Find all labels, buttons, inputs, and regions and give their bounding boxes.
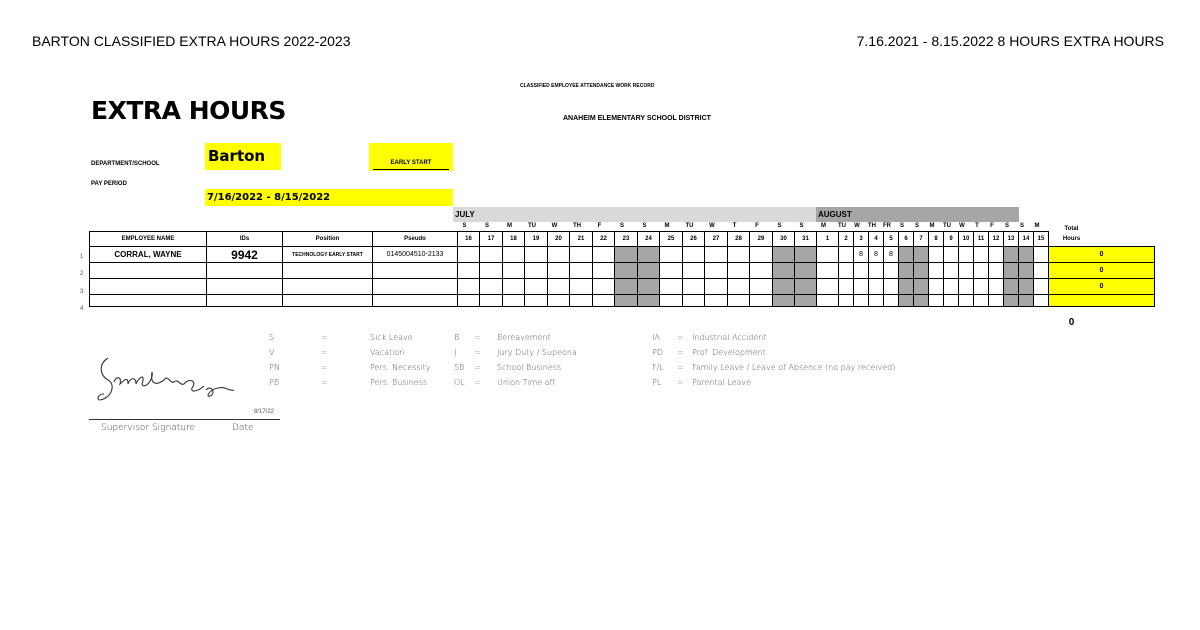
legend-text: Pers. Business: [370, 378, 428, 387]
hours-cell[interactable]: [869, 279, 884, 295]
weekday-letter: S: [899, 223, 904, 229]
weekday-letter: F: [597, 223, 602, 229]
hours-cell[interactable]: [750, 263, 773, 279]
hours-cell[interactable]: [899, 295, 914, 307]
date-header: 6: [899, 232, 914, 247]
hours-cell[interactable]: [660, 279, 683, 295]
weekday-letter: S: [642, 223, 647, 229]
hours-cell[interactable]: [929, 279, 944, 295]
hours-cell[interactable]: [548, 263, 570, 279]
position-header: Position: [283, 232, 373, 247]
row-number: 4: [80, 306, 84, 312]
date-header: 21: [570, 232, 593, 247]
hours-cell[interactable]: [773, 263, 795, 279]
document-date-range: 7.16.2021 - 8.15.2022 8 HOURS EXTRA HOURS: [856, 33, 1164, 49]
hours-cell[interactable]: [869, 295, 884, 307]
legend-equals: =: [474, 333, 481, 342]
employee-name-header: EMPLOYEE NAME: [90, 232, 207, 247]
weekday-letter: T: [975, 223, 979, 229]
hours-cell[interactable]: [750, 279, 773, 295]
legend-code: SB: [454, 363, 465, 372]
hours-cell[interactable]: [750, 295, 773, 307]
hours-cell[interactable]: [593, 279, 615, 295]
hours-cell[interactable]: [817, 263, 839, 279]
hours-cell[interactable]: [750, 247, 773, 263]
hours-cell[interactable]: [1019, 279, 1034, 295]
hours-cell[interactable]: [839, 263, 854, 279]
hours-cell[interactable]: [839, 279, 854, 295]
date-header: 13: [1004, 232, 1019, 247]
hours-cell[interactable]: [480, 279, 503, 295]
hours-cell[interactable]: [944, 279, 959, 295]
attendance-grid: [89, 231, 1155, 307]
signature-line: [89, 419, 280, 420]
form-title: EXTRA HOURS: [91, 96, 286, 125]
hours-cell[interactable]: [1034, 247, 1049, 263]
grand-total: 0: [1068, 317, 1075, 328]
hours-cell[interactable]: [525, 247, 548, 263]
hours-cell[interactable]: [615, 295, 638, 307]
hours-cell[interactable]: [1019, 295, 1034, 307]
hours-cell[interactable]: [959, 279, 974, 295]
position-cell[interactable]: [283, 295, 373, 307]
employee-name-cell[interactable]: [90, 263, 207, 279]
hours-cell[interactable]: [638, 247, 660, 263]
date-header: 30: [773, 232, 795, 247]
legend-text: Union Time off: [497, 378, 556, 387]
hours-cell[interactable]: [615, 247, 638, 263]
supervisor-signature: [94, 350, 244, 408]
date-header: 23: [615, 232, 638, 247]
legend-text: Jury Duty / Supeona: [497, 348, 577, 357]
date-header: 5: [884, 232, 899, 247]
weekday-letter: M: [821, 223, 826, 229]
hours-cell[interactable]: [974, 295, 989, 307]
total-hours-header: Total Hours: [1062, 226, 1081, 242]
hours-cell[interactable]: [839, 247, 854, 263]
supervisor-signature-label: Supervisor Signature: [101, 423, 196, 433]
hours-cell[interactable]: [959, 295, 974, 307]
employee-name-cell[interactable]: [90, 295, 207, 307]
hours-cell[interactable]: [683, 295, 705, 307]
document-title: BARTON CLASSIFIED EXTRA HOURS 2022-2023: [32, 33, 351, 49]
hours-cell[interactable]: [683, 247, 705, 263]
hours-cell[interactable]: [503, 279, 525, 295]
hours-cell[interactable]: [1004, 263, 1019, 279]
weekday-letter: S: [1019, 223, 1024, 229]
hours-cell[interactable]: [593, 263, 615, 279]
hours-cell[interactable]: [959, 263, 974, 279]
hours-cell[interactable]: 8: [854, 247, 869, 263]
legend-equals: =: [321, 378, 328, 387]
hours-cell[interactable]: [884, 295, 899, 307]
hours-cell[interactable]: [817, 247, 839, 263]
legend-equals: =: [474, 363, 481, 372]
hours-cell[interactable]: [914, 295, 929, 307]
legend-code: V: [269, 348, 275, 357]
hours-cell[interactable]: [593, 247, 615, 263]
weekday-letter: TU: [528, 223, 536, 229]
hours-cell[interactable]: [705, 263, 728, 279]
hours-cell[interactable]: [525, 263, 548, 279]
hours-cell[interactable]: [795, 263, 817, 279]
date-header: 1: [817, 232, 839, 247]
hours-cell[interactable]: [929, 247, 944, 263]
weekday-letter: S: [777, 223, 782, 229]
hours-cell[interactable]: [854, 295, 869, 307]
position-cell[interactable]: [283, 279, 373, 295]
hours-cell[interactable]: [959, 247, 974, 263]
hours-cell[interactable]: [1004, 295, 1019, 307]
date-header: 19: [525, 232, 548, 247]
date-header: 24: [638, 232, 660, 247]
position-cell[interactable]: TECHNOLOGY EARLY START: [283, 247, 373, 263]
row-total-cell: 0: [1049, 279, 1155, 295]
weekday-letter: M: [507, 223, 512, 229]
hours-cell[interactable]: [548, 279, 570, 295]
hours-cell[interactable]: [773, 295, 795, 307]
hours-cell[interactable]: [929, 263, 944, 279]
hours-cell[interactable]: [458, 279, 480, 295]
legend-text: Parental Leave: [692, 378, 752, 387]
hours-cell[interactable]: [884, 263, 899, 279]
employee-name-cell[interactable]: CORRAL, WAYNE: [90, 247, 207, 263]
weekday-letter: S: [914, 223, 919, 229]
hours-cell[interactable]: [480, 295, 503, 307]
pseudo-cell[interactable]: [373, 295, 458, 307]
hours-cell[interactable]: [570, 263, 593, 279]
legend-equals: =: [321, 333, 328, 342]
hours-cell[interactable]: [974, 247, 989, 263]
hours-cell[interactable]: [503, 295, 525, 307]
total-header-cell: [1049, 232, 1155, 247]
hours-cell[interactable]: [525, 279, 548, 295]
date-header: 31: [795, 232, 817, 247]
hours-cell[interactable]: [884, 279, 899, 295]
date-header: 22: [593, 232, 615, 247]
row-total-cell: [1049, 295, 1155, 307]
date-header: 26: [683, 232, 705, 247]
hours-cell[interactable]: [795, 247, 817, 263]
weekday-letter: S: [619, 223, 624, 229]
hours-cell[interactable]: [899, 279, 914, 295]
weekday-letter: S: [799, 223, 804, 229]
weekday-letter: S: [484, 223, 489, 229]
legend-text: School Business: [497, 363, 562, 372]
hours-cell[interactable]: [914, 279, 929, 295]
legend-equals: =: [321, 348, 328, 357]
early-start-box: [369, 143, 453, 171]
hours-cell[interactable]: [480, 263, 503, 279]
legend-code: OL: [454, 378, 465, 387]
hours-cell[interactable]: [795, 295, 817, 307]
hours-cell[interactable]: [944, 247, 959, 263]
legend-equals: =: [677, 363, 684, 372]
weekday-letter: W: [959, 223, 965, 229]
legend-text: Vacation: [370, 348, 405, 357]
hours-cell[interactable]: [638, 263, 660, 279]
weekday-letter: TH: [573, 223, 581, 229]
date-header: 11: [974, 232, 989, 247]
hours-cell[interactable]: [683, 279, 705, 295]
weekday-letter: T: [732, 223, 737, 229]
pseudo-cell[interactable]: [373, 263, 458, 279]
row-number: 1: [80, 254, 84, 260]
hours-cell[interactable]: [839, 295, 854, 307]
weekday-letter: FR: [883, 223, 891, 229]
pseudo-cell[interactable]: [373, 279, 458, 295]
legend-equals: =: [474, 378, 481, 387]
legend-code: F/L: [652, 363, 664, 372]
hours-cell[interactable]: [728, 247, 750, 263]
date-header: 18: [503, 232, 525, 247]
hours-cell[interactable]: [989, 263, 1004, 279]
hours-cell[interactable]: [660, 263, 683, 279]
legend-code: S: [269, 333, 275, 342]
hours-cell[interactable]: [773, 247, 795, 263]
hours-cell[interactable]: [795, 279, 817, 295]
hours-cell[interactable]: [869, 263, 884, 279]
month-july: JULY: [453, 207, 816, 222]
hours-cell[interactable]: [728, 263, 750, 279]
hours-cell[interactable]: [1004, 279, 1019, 295]
record-title: CLASSIFIED EMPLOYEE ATTENDANCE WORK RECORD: [520, 83, 655, 89]
hours-cell[interactable]: [974, 279, 989, 295]
weekday-letter: TU: [685, 223, 694, 229]
hours-cell[interactable]: [817, 295, 839, 307]
hours-cell[interactable]: [503, 247, 525, 263]
legend-text: Sick Leave: [370, 333, 413, 342]
position-cell[interactable]: [283, 263, 373, 279]
weekday-letter: TH: [868, 223, 876, 229]
hours-cell[interactable]: [914, 263, 929, 279]
legend-code: IA: [652, 333, 660, 342]
legend-equals: =: [321, 363, 328, 372]
date-header: 8: [929, 232, 944, 247]
employee-id-cell[interactable]: [207, 263, 283, 279]
row-number: 2: [80, 271, 84, 277]
weekday-letter: M: [1034, 223, 1040, 229]
weekday-letter: W: [551, 223, 558, 229]
date-header: 3: [854, 232, 869, 247]
employee-id-cell[interactable]: 9942: [207, 247, 283, 263]
hours-cell[interactable]: [914, 247, 929, 263]
hours-cell[interactable]: [660, 247, 683, 263]
weekday-letter: M: [929, 223, 935, 229]
weekday-letter: W: [854, 223, 860, 229]
employee-id-cell[interactable]: [207, 295, 283, 307]
hours-cell[interactable]: [705, 279, 728, 295]
employee-name-cell[interactable]: [90, 279, 207, 295]
district-name: ANAHEIM ELEMENTARY SCHOOL DISTRICT: [563, 115, 711, 122]
hours-cell[interactable]: [638, 279, 660, 295]
hours-cell[interactable]: [705, 295, 728, 307]
date-header: 14: [1019, 232, 1034, 247]
hours-cell[interactable]: [615, 279, 638, 295]
hours-cell[interactable]: [458, 247, 480, 263]
date-header: 12: [989, 232, 1004, 247]
early-start-label: EARLY START: [390, 160, 432, 166]
legend-code: PN: [269, 363, 280, 372]
hours-cell[interactable]: [548, 247, 570, 263]
hours-cell[interactable]: [899, 247, 914, 263]
legend-code: B: [454, 333, 460, 342]
hours-cell[interactable]: [1019, 247, 1034, 263]
legend-text: Pers. Necessity: [370, 363, 431, 372]
row-total-cell: 0: [1049, 263, 1155, 279]
hours-cell[interactable]: [944, 263, 959, 279]
hours-cell[interactable]: [570, 295, 593, 307]
hours-cell[interactable]: [638, 295, 660, 307]
hours-cell[interactable]: [989, 279, 1004, 295]
weekday-letter: F: [990, 223, 994, 229]
date-header: 10: [959, 232, 974, 247]
legend-text: Family Leave / Leave of Absence (no pay received): [692, 363, 896, 372]
date-header: 15: [1034, 232, 1049, 247]
hours-cell[interactable]: [899, 263, 914, 279]
pseudo-header: Pseudo: [373, 232, 458, 247]
pay-period-label: PAY PERIOD: [91, 181, 127, 187]
hours-cell[interactable]: [1019, 263, 1034, 279]
department-value: Barton: [208, 147, 266, 165]
legend-equals: =: [474, 348, 481, 357]
hours-cell[interactable]: [728, 295, 750, 307]
hours-cell[interactable]: [929, 295, 944, 307]
date-header: 25: [660, 232, 683, 247]
legend-code: PL: [652, 378, 662, 387]
hours-cell[interactable]: [458, 295, 480, 307]
hours-cell[interactable]: [593, 295, 615, 307]
hours-cell[interactable]: [854, 263, 869, 279]
hours-cell[interactable]: [570, 247, 593, 263]
weekday-letter: W: [709, 223, 715, 229]
hours-cell[interactable]: [854, 279, 869, 295]
hours-cell[interactable]: [615, 263, 638, 279]
date-header: 28: [728, 232, 750, 247]
hours-cell[interactable]: [570, 279, 593, 295]
date-header: 29: [750, 232, 773, 247]
weekday-letter: M: [664, 223, 670, 229]
department-label: DEPARTMENT/SCHOOL: [91, 161, 160, 167]
hours-cell[interactable]: [548, 295, 570, 307]
hours-cell[interactable]: [683, 263, 705, 279]
weekday-letter: S: [462, 223, 467, 229]
hours-cell[interactable]: [525, 295, 548, 307]
hours-cell[interactable]: 8: [884, 247, 899, 263]
hours-cell[interactable]: [728, 279, 750, 295]
department-field[interactable]: [205, 143, 281, 170]
legend-code: PD: [652, 348, 663, 357]
hours-cell[interactable]: [1034, 295, 1049, 307]
date-label: Date: [232, 423, 254, 433]
hours-cell[interactable]: [773, 279, 795, 295]
employee-id-cell[interactable]: [207, 279, 283, 295]
hours-cell[interactable]: [817, 279, 839, 295]
date-header: 17: [480, 232, 503, 247]
hours-cell[interactable]: 8: [869, 247, 884, 263]
row-number: 3: [80, 289, 84, 295]
date-header: 20: [548, 232, 570, 247]
employee-row: [90, 279, 1155, 295]
date-header: 7: [914, 232, 929, 247]
row-total-cell: 0: [1049, 247, 1155, 263]
weekday-letter: F: [755, 223, 759, 229]
legend-code: J: [454, 348, 457, 357]
header-row: [90, 232, 1155, 247]
hours-cell[interactable]: [1004, 247, 1019, 263]
legend-equals: =: [677, 333, 684, 342]
legend-equals: =: [677, 378, 684, 387]
legend-text: Industrial Accident: [692, 333, 767, 342]
weekday-letter: TU: [838, 223, 846, 229]
hours-cell[interactable]: [1034, 263, 1049, 279]
hours-cell[interactable]: [1034, 279, 1049, 295]
hours-cell[interactable]: [480, 247, 503, 263]
hours-cell[interactable]: [944, 295, 959, 307]
pay-period-field[interactable]: [205, 189, 453, 206]
weekday-letter: S: [1004, 223, 1009, 229]
employee-row: [90, 295, 1155, 307]
legend-equals: =: [677, 348, 684, 357]
hours-cell[interactable]: [503, 263, 525, 279]
date-header: 4: [869, 232, 884, 247]
pseudo-cell[interactable]: 0145004510-2133: [373, 247, 458, 263]
employee-row: [90, 263, 1155, 279]
legend-code: PB: [269, 378, 280, 387]
weekday-letter: TU: [943, 223, 951, 229]
employee-row: [90, 247, 1155, 263]
hours-cell[interactable]: [989, 295, 1004, 307]
hours-cell[interactable]: [660, 295, 683, 307]
date-header: 9: [944, 232, 959, 247]
hours-cell[interactable]: [974, 263, 989, 279]
hours-cell[interactable]: [705, 247, 728, 263]
legend-text: Bereavement: [497, 333, 551, 342]
date-header: 27: [705, 232, 728, 247]
signature-date-value: 8/17/22: [254, 409, 275, 415]
hours-cell[interactable]: [458, 263, 480, 279]
legend-text: Prof. Development: [692, 348, 766, 357]
pay-period-value: 7/16/2022 - 8/15/2022: [207, 192, 331, 203]
date-header: 2: [839, 232, 854, 247]
ids-header: IDs: [207, 232, 283, 247]
hours-cell[interactable]: [989, 247, 1004, 263]
date-header: 16: [458, 232, 480, 247]
month-august: AUGUST: [816, 207, 1019, 222]
